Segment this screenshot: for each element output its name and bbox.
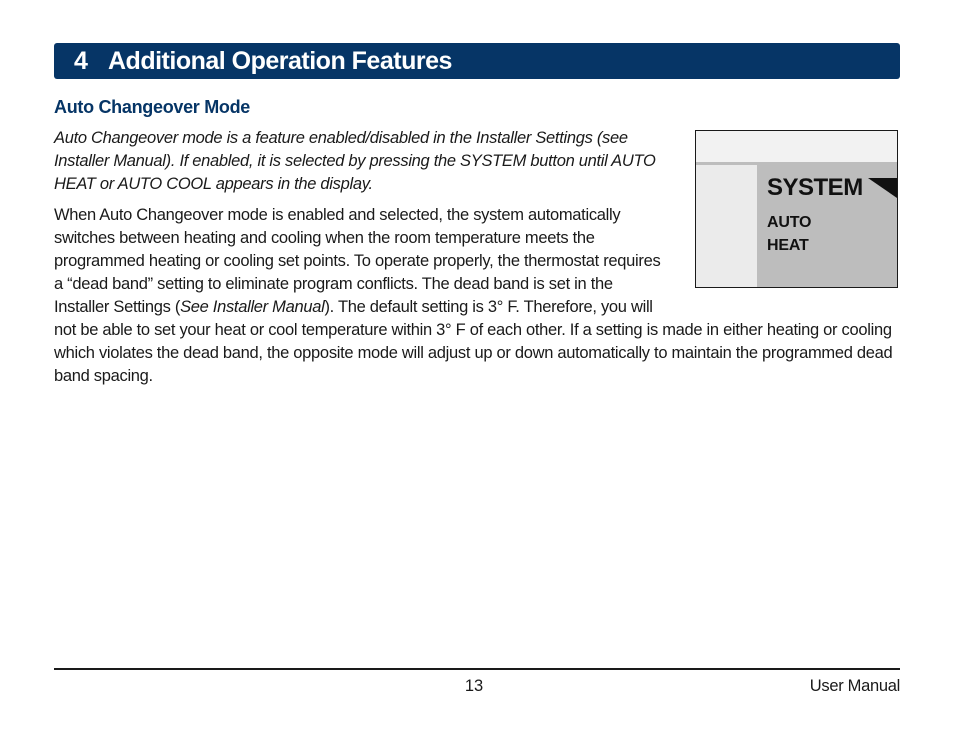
section-number: 4 — [74, 46, 88, 75]
display-system-label: SYSTEM — [767, 174, 863, 201]
display-pointer-icon — [868, 178, 897, 198]
display-mode-heat: HEAT — [767, 237, 809, 254]
footer-divider — [54, 668, 900, 670]
intro-paragraph: Auto Changeover mode is a feature enabled/disabled in the Installer Settings (see Installer Manual). If enabled, it is selected by pressing the SYSTEM button until AUTO HEAT or AUTO COOL appears in the display. — [54, 129, 656, 193]
page-number: 13 — [464, 677, 484, 695]
body-text-part1: When Auto Changeover mode is enabled and selected, the system automatically switches between heating and cooling when the room temperature meets the programmed heating or cooling set points. To operate properly, the thermostat requires a “dead band” setting to eliminate program conflicts. The dead band is set in the Installer Settings ( — [54, 206, 661, 316]
display-left-band — [696, 165, 757, 287]
display-mode-auto: AUTO — [767, 214, 812, 231]
body-text-emphasis: See Installer Manual — [180, 298, 325, 316]
subsection-heading: Auto Changeover Mode — [54, 97, 251, 117]
document-name: User Manual — [809, 677, 900, 695]
body-text-part2: ). The default setting is 3° F. Therefore, you will not be able to set your heat or cool temperature within 3° F of each other. If a setting is made in either heating or cooling which violates the dead band, the opposite mode will adjust up or down automatically to maintain the programmed dead band spacing. — [54, 298, 893, 385]
thermostat-display-figure — [695, 130, 898, 288]
section-header-banner — [54, 43, 900, 79]
section-title: Additional Operation Features — [108, 46, 452, 75]
display-top-band — [696, 131, 897, 165]
display-lcd-panel — [757, 165, 897, 287]
